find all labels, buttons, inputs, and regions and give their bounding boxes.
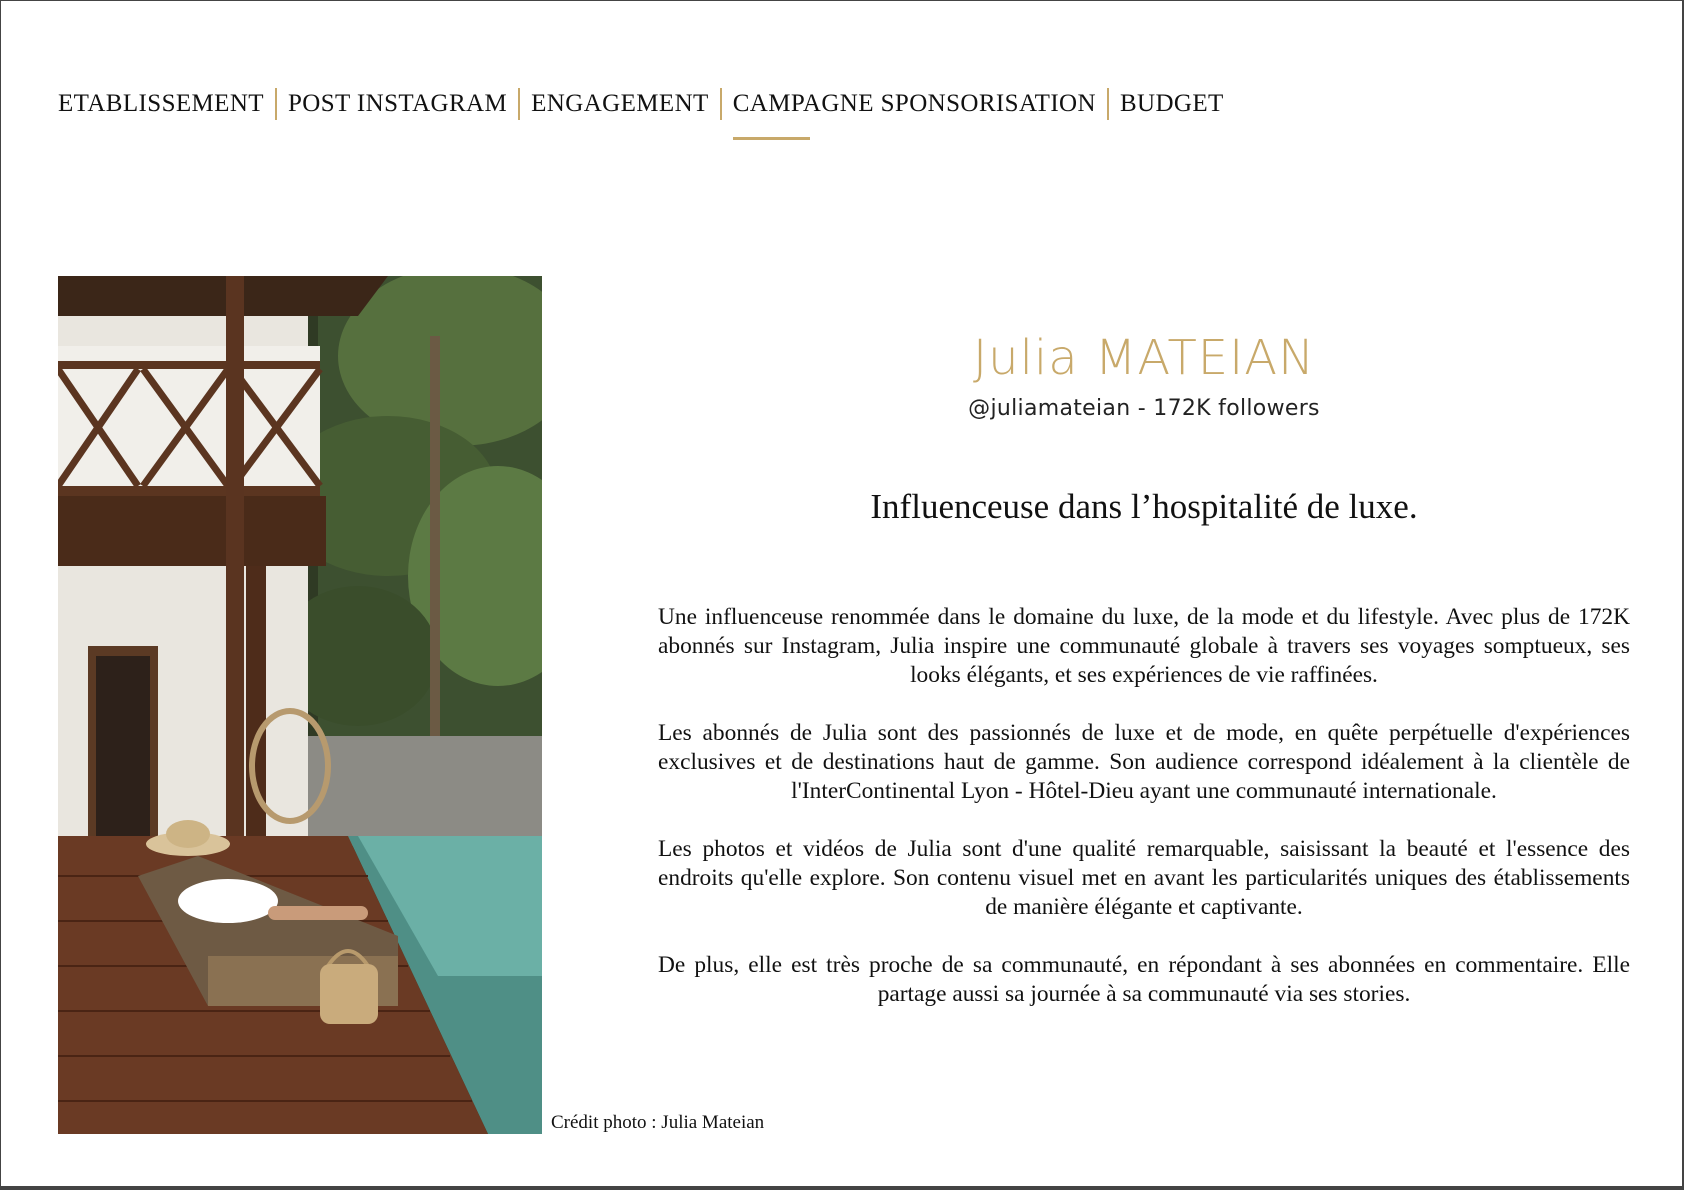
- top-navigation: [58, 88, 1235, 120]
- content-quality-paragraph: Les photos et vidéos de Julia sont d'une qualité remarquable, saisissant la beauté et l'essence des endroits qu'elle explore. Son contenu visuel met en avant les particularités uniques des établissements de manière élégante et captivante.: [658, 835, 1630, 920]
- nav-item-engagement[interactable]: ENGAGEMENT: [531, 90, 709, 117]
- nav-item-campagne-sponsorisation[interactable]: CAMPAGNE SPONSORISATION: [722, 90, 1107, 118]
- influencer-profile: [658, 320, 1630, 1009]
- influencer-photo: [58, 276, 542, 1134]
- photo-credit: Crédit photo : Julia Mateian: [551, 1112, 765, 1133]
- audience-paragraph: Les abonnés de Julia sont des passionnés de luxe et de mode, en quête perpétuelle d'expériences exclusives et de destinations haut de gamme. Son audience correspond idéalement à la clientèle de l'InterContinental Lyon - Hôtel-Dieu ayant une communauté internationale.: [658, 719, 1630, 804]
- instagram-handle: @juliamateian - 172K followers: [968, 395, 1320, 421]
- description-paragraph: Une influenceuse renommée dans le domaine du luxe, de la mode et du lifestyle. Avec plus de 172K abonnés sur Instagram, Julia inspire une communauté globale à travers ses voyages somptueux, ses looks élégants, et ses expériences de vie raffinées.: [658, 603, 1630, 688]
- influencer-name: Julia MATEIAN: [973, 330, 1315, 386]
- nav-item-post-instagram[interactable]: POST INSTAGRAM: [287, 90, 508, 117]
- nav-item-etablissement[interactable]: ETABLISSEMENT: [58, 90, 264, 117]
- community-paragraph: De plus, elle est très proche de sa communauté, en répondant à ses abonnées en commentaire. Elle partage aussi sa journée à sa communauté via ses stories.: [658, 951, 1630, 1007]
- influencer-tagline: Influenceuse dans l’hospitalité de luxe.: [870, 486, 1418, 526]
- villa-pool-illustration: [58, 276, 542, 1134]
- nav-item-budget[interactable]: BUDGET: [1119, 90, 1224, 117]
